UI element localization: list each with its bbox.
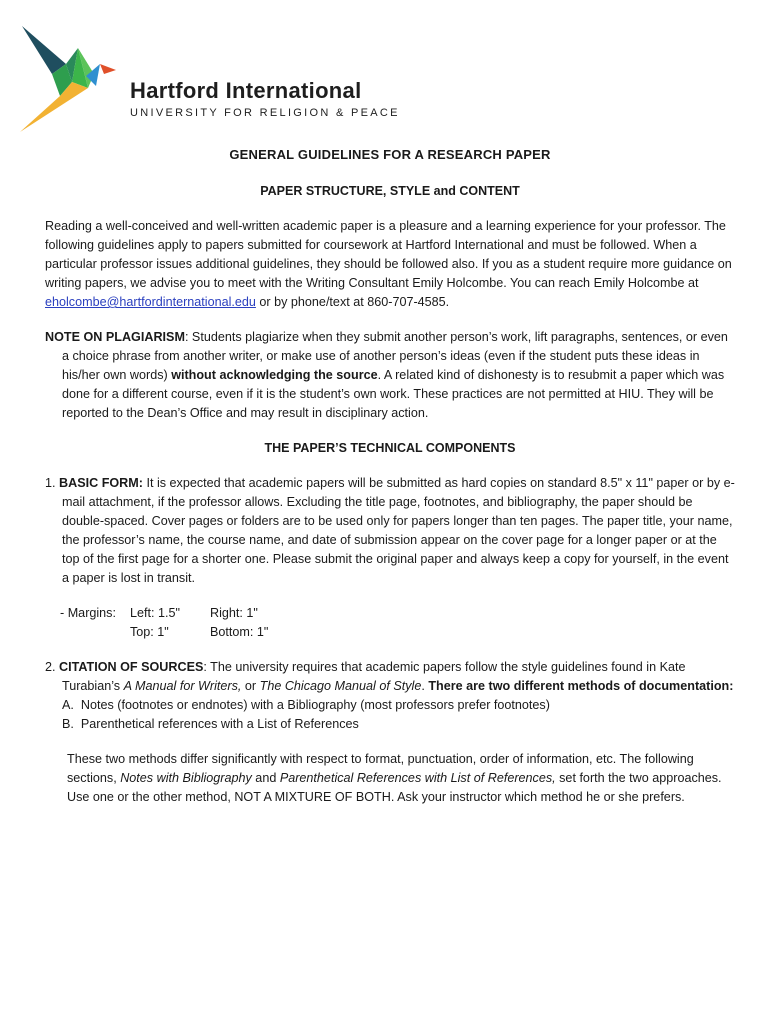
section-subtitle: PAPER STRUCTURE, STYLE and CONTENT xyxy=(260,184,520,198)
basic-form-text: It is expected that academic papers will be submitted as hard copies on standard 8.5" x 11" paper or by e-mail attachment, if the professor allows. Excluding the title page, footnotes, and bibliography, the paper should be double-spaced. Cover pages or folders are to be used only for papers longer than ten pages. The paper title, your name, the professor’s name, the course name, and date of submission appear on the cover page for a longer paper or at the top of the first page for a shorter one. Please submit the original paper and always keep a copy for yourself, in the event a paper is lost in transit. xyxy=(62,476,735,585)
basic-form-item xyxy=(45,474,735,588)
technical-heading: THE PAPER’S TECHNICAL COMPONENTS xyxy=(264,441,516,455)
brand-subtitle: UNIVERSITY FOR RELIGION & PEACE xyxy=(130,107,400,119)
plagiarism-bold: without acknowledging the source xyxy=(171,368,378,382)
citation-methods-list xyxy=(62,696,735,734)
closing-text-2: and xyxy=(251,771,280,785)
margin-left: Left: 1.5" xyxy=(130,606,180,620)
bird-logo-icon xyxy=(18,26,128,134)
citation-book-2: The Chicago Manual of Style xyxy=(259,679,422,693)
margins-label: - Margins: xyxy=(60,606,116,620)
citation-number: 2. xyxy=(45,660,60,674)
citation-label: CITATION OF SOURCES xyxy=(59,660,204,674)
citation-book-1: A Manual for Writers, xyxy=(123,679,242,693)
list-item-text: Parenthetical references with a List of References xyxy=(80,717,359,731)
brand-name: Hartford International xyxy=(130,78,362,103)
citation-item xyxy=(45,658,735,696)
plagiarism-note xyxy=(45,328,735,423)
plagiarism-label: NOTE ON PLAGIARISM xyxy=(45,330,185,344)
basic-form-number: 1. xyxy=(45,476,60,490)
margins-table xyxy=(60,604,735,642)
basic-form-label: BASIC FORM: xyxy=(59,476,143,490)
intro-text: Reading a well-conceived and well-written academic paper is a pleasure and a learning experience for your professor. The following guidelines apply to papers submitted for coursework at Hartford International and must be followed. When a particular professor issues additional guidelines, they should be followed also. If you as a student require more guidance on writing papers, we advise you to meet with the Writing Consultant Emily Holcombe. You can reach Emily Holcombe at xyxy=(45,219,732,290)
margin-bottom: Bottom: 1" xyxy=(210,625,269,639)
closing-paragraph xyxy=(67,750,735,807)
plagiarism-text-2: . A related kind of dishonesty is to resubmit a paper which was done for a different course, even if it is the student’s own work. These practices are not permitted at HIU. They will be reported to the Dean’s Office and may result in disciplinary action. xyxy=(62,368,725,420)
email-link[interactable]: eholcombe@hartfordinternational.edu xyxy=(45,295,256,309)
document-body xyxy=(45,145,735,807)
citation-text-2: or xyxy=(241,679,260,693)
intro-text-after: or by phone/text at 860-707-4585. xyxy=(255,295,450,309)
citation-text-3: . xyxy=(421,679,429,693)
list-marker: A. xyxy=(62,698,74,712)
closing-italic-2: Parenthetical References with List of References, xyxy=(279,771,556,785)
list-item xyxy=(62,715,735,734)
citation-bold: There are two different methods of documentation: xyxy=(428,679,734,693)
intro-paragraph xyxy=(45,217,735,312)
page-title: GENERAL GUIDELINES FOR A RESEARCH PAPER xyxy=(229,147,551,162)
citation-text: : The university requires that academic papers follow the style guidelines found in Kate Turabian’s xyxy=(62,660,686,693)
closing-text-3: set forth the two approaches. Use one or the other method, NOT A MIXTURE OF BOTH. Ask your instructor which method he or she prefers. xyxy=(67,771,722,804)
closing-text: These two methods differ significantly with respect to format, punctuation, order of information, etc. The following sections, xyxy=(67,752,694,785)
closing-italic-1: Notes with Bibliography xyxy=(120,771,252,785)
list-item-text: Notes (footnotes or endnotes) with a Bibliography (most professors prefer footnotes) xyxy=(80,698,550,712)
list-marker: B. xyxy=(62,717,74,731)
margin-top: Top: 1" xyxy=(130,625,169,639)
margin-right: Right: 1" xyxy=(210,606,258,620)
plagiarism-text: : Students plagiarize when they submit another person’s work, lift paragraphs, sentences, or even a choice phrase from another writer, or make use of another person’s ideas (even if the student puts these ideas in his/her own words) xyxy=(62,330,728,382)
list-item xyxy=(62,696,735,715)
